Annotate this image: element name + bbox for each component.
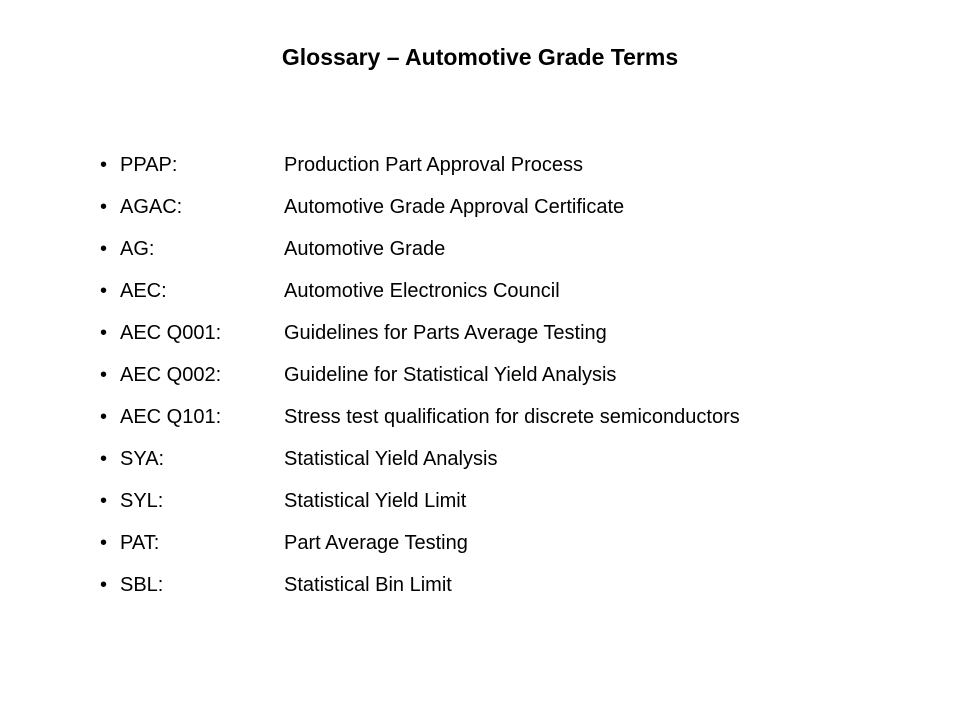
- glossary-term: SBL:: [120, 574, 164, 596]
- glossary-item-sya: [100, 440, 920, 482]
- glossary-definition: Statistical Yield Limit: [284, 490, 467, 512]
- bullet-icon: •: [100, 154, 108, 176]
- bullet-icon: •: [100, 532, 108, 554]
- glossary-definition: Guideline for Statistical Yield Analysis: [284, 364, 617, 386]
- glossary-term: PAT:: [120, 532, 160, 554]
- glossary-term: PPAP:: [120, 154, 178, 176]
- bullet-icon: •: [100, 406, 108, 428]
- bullet-icon: •: [100, 448, 108, 470]
- glossary-term: AEC Q001:: [120, 322, 222, 344]
- glossary-term: SYA:: [120, 448, 165, 470]
- glossary-item-aec-q001: [100, 314, 920, 356]
- glossary-term: AEC:: [120, 280, 167, 302]
- glossary-definition: Stress test qualification for discrete semiconductors: [284, 406, 740, 428]
- glossary-item-agac: [100, 188, 920, 230]
- glossary-definition: Automotive Grade: [284, 238, 446, 260]
- glossary-definition: Production Part Approval Process: [284, 154, 584, 176]
- glossary-item-sbl: [100, 566, 920, 608]
- glossary-item-syl: [100, 482, 920, 524]
- glossary-item-ag: [100, 230, 920, 272]
- glossary-definition: Part Average Testing: [284, 532, 468, 554]
- glossary-item-ppap: [100, 146, 920, 188]
- glossary-item-aec-q101: [100, 398, 920, 440]
- glossary-item-pat: [100, 524, 920, 566]
- glossary-term: SYL:: [120, 490, 164, 512]
- bullet-icon: •: [100, 196, 108, 218]
- glossary-definition: Automotive Grade Approval Certificate: [284, 196, 625, 218]
- glossary-definition: Statistical Bin Limit: [284, 574, 452, 596]
- bullet-icon: •: [100, 280, 108, 302]
- bullet-icon: •: [100, 574, 108, 596]
- glossary-term: AEC Q101:: [120, 406, 222, 428]
- bullet-icon: •: [100, 238, 108, 260]
- glossary-term: AEC Q002:: [120, 364, 222, 386]
- bullet-icon: •: [100, 364, 108, 386]
- glossary-list: [100, 146, 920, 608]
- glossary-term: AG:: [120, 238, 155, 260]
- glossary-definition: Statistical Yield Analysis: [284, 448, 498, 470]
- glossary-term: AGAC:: [120, 196, 183, 218]
- glossary-item-aec-q002: [100, 356, 920, 398]
- bullet-icon: •: [100, 490, 108, 512]
- bullet-icon: •: [100, 322, 108, 344]
- glossary-definition: Guidelines for Parts Average Testing: [284, 322, 607, 344]
- slide-title: Glossary – Automotive Grade Terms: [281, 44, 679, 70]
- glossary-item-aec: [100, 272, 920, 314]
- glossary-definition: Automotive Electronics Council: [284, 280, 560, 302]
